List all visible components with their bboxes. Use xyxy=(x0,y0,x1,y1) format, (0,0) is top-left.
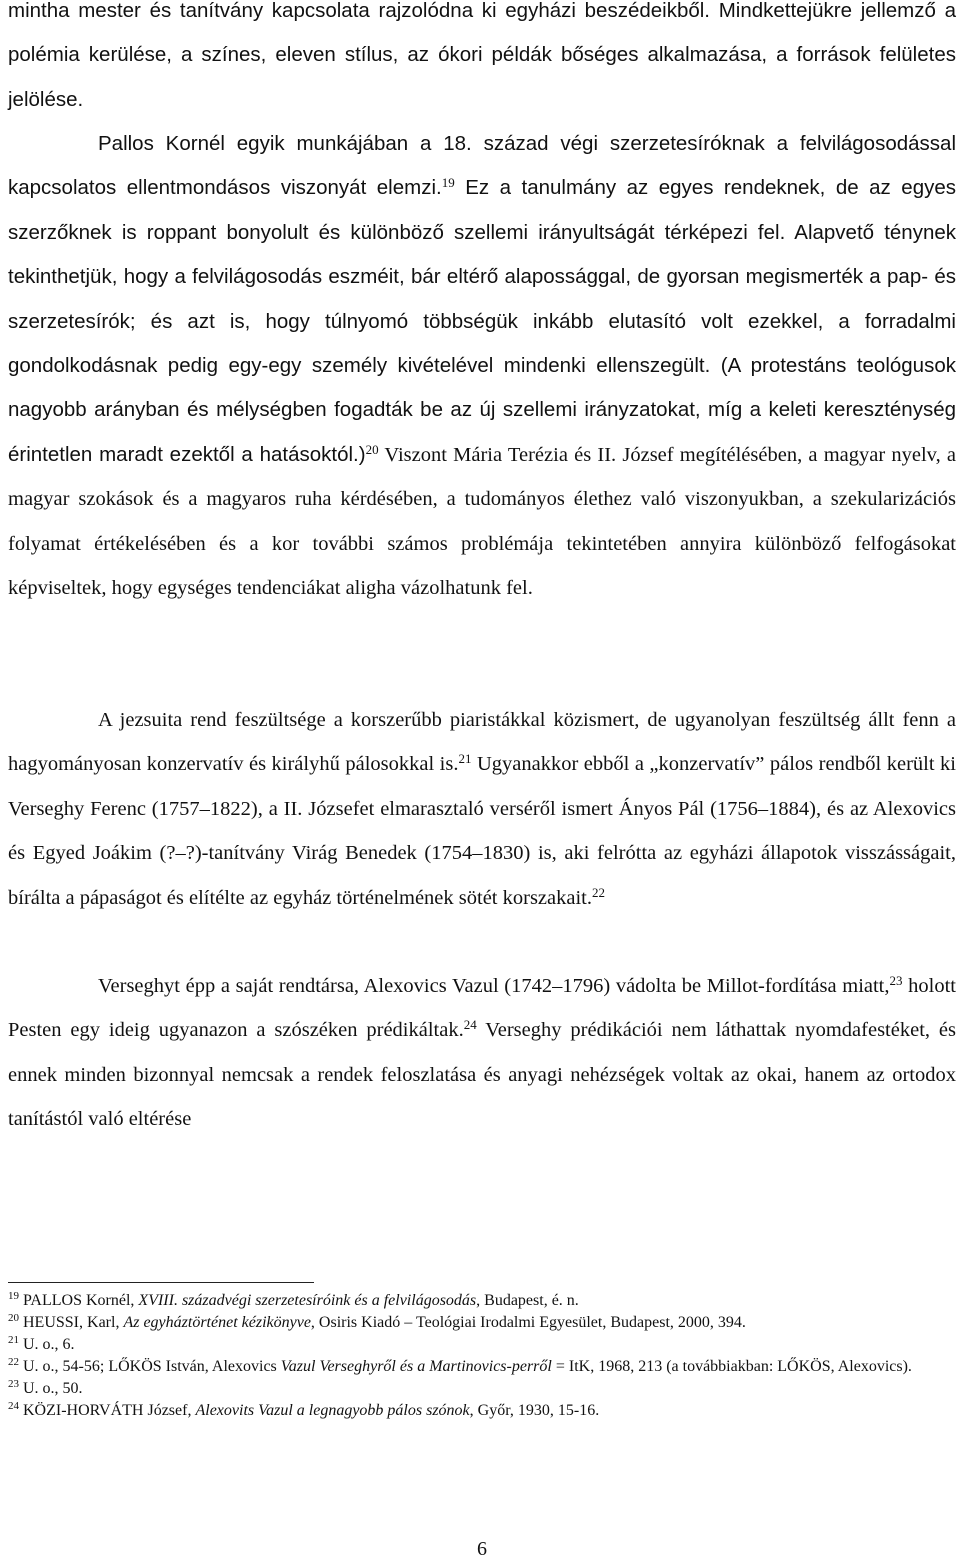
paragraph-3 xyxy=(8,698,956,920)
footnote-ref-19[interactable]: 19 xyxy=(441,175,455,191)
footnote-title: XVIII. századvégi szerzetesíróink és a felvilágosodás xyxy=(138,1292,477,1309)
footnote-ref-24[interactable]: 24 xyxy=(463,1017,477,1033)
paragraph-4-text-b: holott Pesten egy ideig ugyanazon a szószéken prédikáltak. xyxy=(8,975,956,1042)
footnote-24 xyxy=(8,1400,956,1422)
footnote-title: Az egyháztörténet kézikönyve xyxy=(123,1314,311,1331)
footnote-number: 21 xyxy=(8,1334,19,1346)
page-number: 6 xyxy=(477,1538,487,1560)
footnote-text: , Győr, 1930, 15-16. xyxy=(469,1402,600,1419)
paragraph-4-text-a: Verseghyt épp a saját rendtársa, Alexovics Vazul (1742–1796) vádolta be Millot-fordítása miatt, xyxy=(98,975,890,997)
footnote-number: 24 xyxy=(8,1400,19,1412)
footnote-23 xyxy=(8,1378,956,1400)
footnote-20 xyxy=(8,1312,956,1334)
footnote-text: , Budapest, é. n. xyxy=(476,1292,579,1309)
footnote-number: 22 xyxy=(8,1356,19,1368)
footnote-number: 20 xyxy=(8,1312,19,1324)
footnote-21 xyxy=(8,1334,956,1356)
footnote-text: PALLOS Kornél, xyxy=(19,1292,139,1309)
paragraph-3-text-a: A jezsuita rend feszültsége a korszerűbb piaristákkal közismert, de ugyanolyan feszültség állt fenn a hagyományosan konzervatív és királyhű pálosokkal is. xyxy=(8,709,956,776)
footnote-ref-20[interactable]: 20 xyxy=(365,441,379,457)
footnote-text: U. o., 54-56; LŐKÖS István, xyxy=(19,1358,212,1375)
footnote-ref-21[interactable]: 21 xyxy=(458,751,472,767)
footnote-ref-23[interactable]: 23 xyxy=(889,973,903,988)
paragraph-4-text-c: Verseghy prédikációi nem láthattak nyomdafestéket, és ennek minden bizonnyal nemcsak a rendek feloszlatása és anyagi nehézségek voltak az okai, hanem az ortodox tanítástól való eltérése xyxy=(8,1019,956,1131)
footnote-19 xyxy=(8,1290,956,1312)
paragraph-3-text-b: Ugyanakkor ebből a „konzervatív” pálos rendből került ki Verseghy Ferenc (1757–1822), a II. Józsefet elmarasztaló verséről ismert Ányos Pál (1756–1884), és az Alexovics és Egyed Joákim (?–?)-tanítvány Virág Benedek (1754–1830) is, aki felrótta az egyházi állapotok visszásságait, bírálta a pápaságot és elítélte az egyház történelmének sötét korszakait. xyxy=(8,753,957,909)
paragraph-2-text-b: Ez a tanulmány az egyes rendeknek, de az egyes szerzőknek is roppant bonyolult és különböző szellemi irányultságát térképezi fel. Alapvető ténynek tekinthetjük, hogy a felvilágosodás eszméit, bár eltérő alapossággal, de gyorsan megismerték a pap- és szerzetesírók; és azt is, hogy túlnyomó többségük inkább elutasító volt ezekkel, a forradalmi gondolkodásnak pedig egy-egy személy kivételével mindenki ellenszegült. (A protestáns teológusok nagyobb arányban és mélységben fogadták be az új szellemi irányzatokat, míg a keleti kereszténység érintetlen maradt ezektől a hatásoktól.) xyxy=(8,176,956,466)
paragraph-2 xyxy=(8,122,956,610)
paragraph-1-text: mintha mester és tanítvány kapcsolata rajzolódna ki egyházi beszédeikből. Mindkettejükre jellemző a polémia kerülése, a színes, eleven stílus, az ókori példák bőséges alkalmazása, a források felületes jelölése. xyxy=(8,0,956,111)
footnote-text: KÖZI-HORVÁTH József, xyxy=(19,1402,196,1419)
footnotes xyxy=(8,1290,956,1422)
paragraph-4 xyxy=(8,964,956,1142)
paragraph-1 xyxy=(8,0,956,122)
footnote-separator xyxy=(8,1282,314,1283)
footnote-text: HEUSSI, Karl, xyxy=(19,1314,124,1331)
footnote-text: U. o., 50. xyxy=(19,1380,83,1397)
footnote-ref-22[interactable]: 22 xyxy=(592,884,605,900)
paragraph-2-text-c: Viszont Mária Terézia és II. József megítélésében, a magyar nyelv, a magyar szokások és a magyaros ruha kérdésében, a tudományos élethez való viszonyukban, a szekularizációs folyamat értékelésében és a kor további számos problémája tekintetében annyira különböző felfogásokat képviseltek, hogy egységes tendenciákat aligha vázolhatunk fel. xyxy=(8,443,957,600)
footnote-22 xyxy=(8,1356,956,1378)
footnote-title: Vazul Verseghyről és a Martinovics-perről xyxy=(280,1358,552,1375)
footnote-number: 23 xyxy=(8,1378,19,1390)
footnote-text: , Osiris Kiadó – Teológiai Irodalmi Egyesület, Budapest, 2000, 394. xyxy=(310,1314,746,1331)
paragraph-2-text-a: Pallos Kornél egyik munkájában a 18. század végi szerzetesíróknak a felvilágosodással kapcsolatos ellentmondásos viszonyát elemzi. xyxy=(8,132,956,200)
footnote-text: U. o., 6. xyxy=(19,1336,75,1353)
footnote-text: = ItK, 1968, 213 (a továbbiakban: LŐKÖS, Alexovics). xyxy=(551,1358,912,1375)
footnote-title: Alexovits Vazul a legnagyobb pálos szónok xyxy=(195,1402,470,1419)
footnote-text: Alexovics xyxy=(211,1358,281,1375)
footnote-number: 19 xyxy=(8,1290,19,1302)
